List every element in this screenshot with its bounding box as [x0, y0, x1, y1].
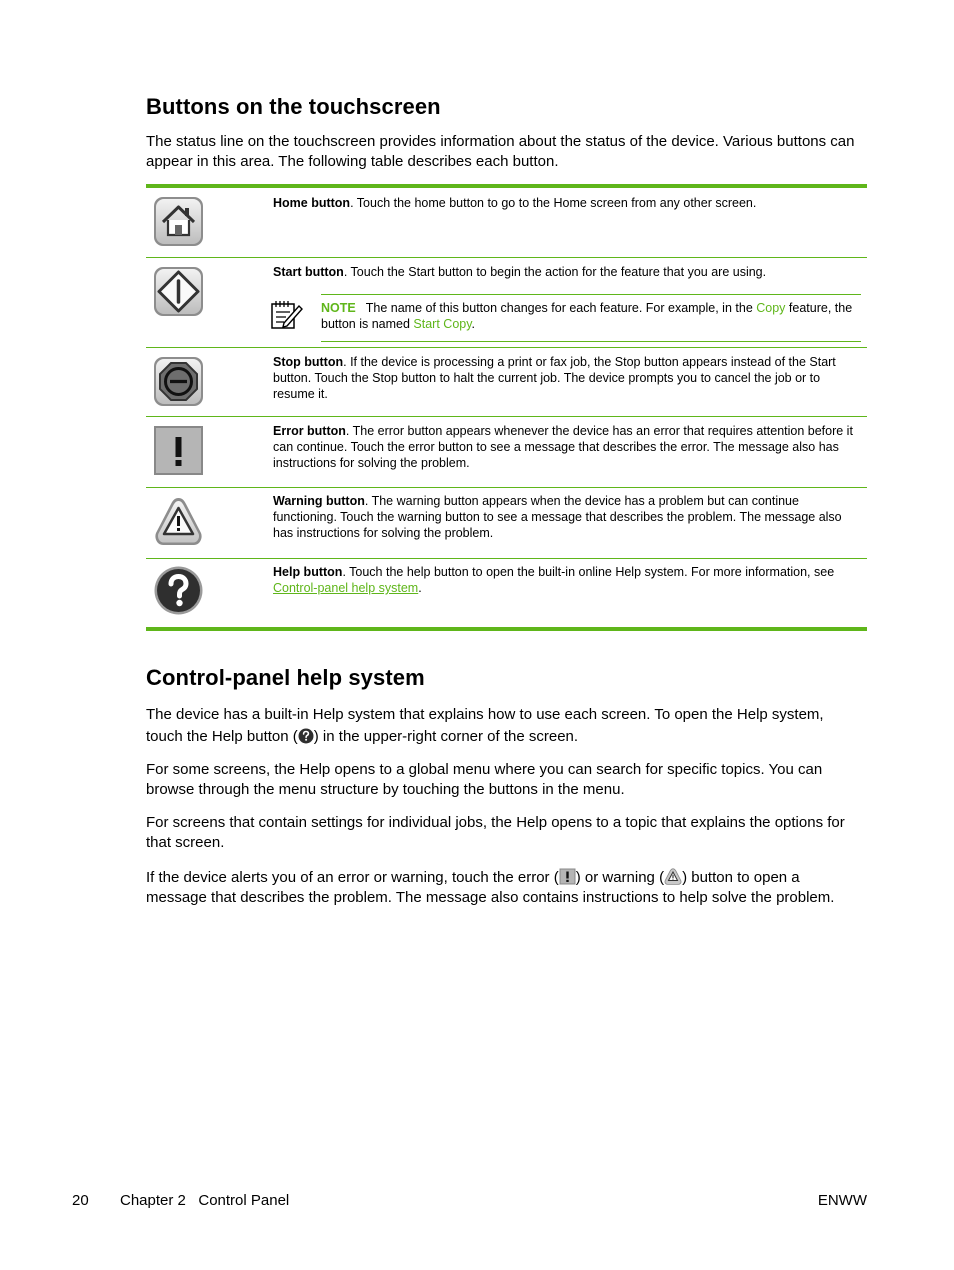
row-divider: [146, 558, 867, 559]
stop-icon: [153, 356, 204, 407]
warning-inline-icon: [664, 868, 682, 885]
section-heading-help-system: Control-panel help system: [146, 665, 425, 690]
stop-button-description: Stop button. If the device is processing a print or fax job, the Stop button appears instead of the Start button. Touch the Stop button to halt the current job. The device prompts you to cancel the job or to resume it.: [273, 355, 836, 402]
error-icon: [153, 425, 204, 476]
warning-button-description: Warning button. The warning button appears when the device has a problem but can continue functioning. Touch the warning button to see a message that describes the problem. The message also has instructions for solving the problem.: [273, 494, 842, 541]
help-paragraph-4: If the device alerts you of an error or warning, touch the error ( ) or warning ( ) button to open a message that describes the problem. The message also contains instructions to help solve the problem.: [146, 869, 835, 906]
start-button-description: Start button. Touch the Start button to begin the action for the feature that you are using.: [273, 265, 767, 279]
help-paragraph-3: For screens that contain settings for individual jobs, the Help opens to a topic that explains the options for that screen.: [146, 814, 845, 851]
chapter-title: Chapter 2 Control Panel: [120, 1192, 290, 1209]
row-divider: [146, 347, 867, 348]
error-inline-icon: [559, 868, 576, 885]
page-number: 20: [72, 1192, 89, 1209]
row-divider: [146, 257, 867, 258]
table-top-rule: [146, 184, 867, 188]
help-icon: [153, 565, 204, 616]
help-paragraph-1: The device has a built-in Help system that explains how to use each screen. To open the Help system, touch the Help button ( ) in the upper-right corner of the screen.: [146, 706, 824, 745]
footer-right-label: ENWW: [817, 1192, 867, 1209]
section-heading-buttons: Buttons on the touchscreen: [146, 94, 441, 119]
warning-icon: [153, 496, 204, 547]
error-button-description: Error button. The error button appears whenever the device has an error that requires attention before it can continue. Touch the error button to see a message that describes the error. The message also has instructions for solving the problem.: [273, 424, 853, 471]
note-text: NOTE The name of this button changes for each feature. For example, in the Copy feature, the button is named Start Copy.: [321, 301, 853, 332]
start-icon: [153, 266, 204, 317]
row-divider: [146, 487, 867, 488]
help-paragraph-2: For some screens, the Help opens to a global menu where you can search for specific topics. You can browse through the menu structure by touching the buttons in the menu.: [146, 761, 823, 798]
note-icon: [270, 298, 304, 330]
home-icon: [153, 196, 204, 247]
help-button-description: Help button. Touch the help button to open the built-in online Help system. For more information, see Control-panel help system.: [273, 565, 835, 596]
help-inline-icon: [298, 728, 314, 744]
home-button-description: Home button. Touch the home button to go to the Home screen from any other screen.: [273, 196, 757, 210]
table-bottom-rule: [146, 627, 867, 631]
row-divider: [146, 416, 867, 417]
control-panel-help-link[interactable]: Control-panel help system: [273, 581, 419, 596]
section-intro: The status line on the touchscreen provides information about the status of the device. Various buttons can appear in this area. The following table describes each button.: [146, 133, 855, 170]
